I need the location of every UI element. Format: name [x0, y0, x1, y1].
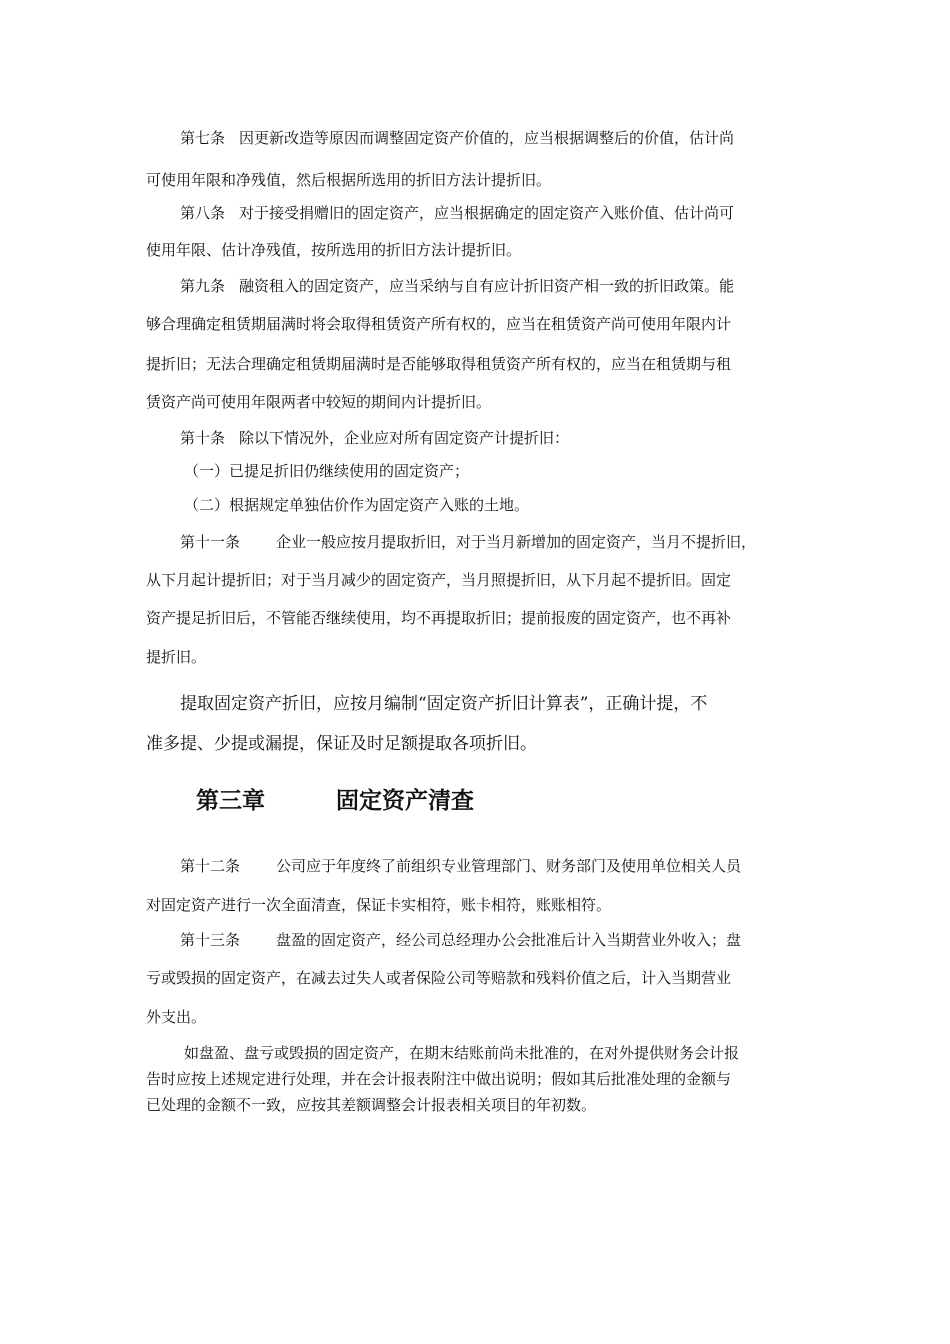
- article-13-line-1: [180, 930, 741, 950]
- article-9-line-4: 赁资产尚可使用年限两者中较短的期间内计提折旧。: [146, 393, 492, 411]
- article-text: 公司应于年度终了前组织专业管理部门、财务部门及使用单位相关人员: [276, 857, 742, 875]
- article-8-line-2: 使用年限、估计净残值，按所选用的折旧方法计提折旧。: [146, 241, 522, 259]
- chapter-heading: [196, 786, 474, 816]
- article-label: 第九条: [180, 277, 226, 295]
- article-10-item-1: （一）已提足折旧仍继续使用的固定资产；: [184, 462, 470, 480]
- article-12-line-2: 对固定资产进行一次全面清查，保证卡实相符，账卡相符，账账相符。: [146, 896, 612, 914]
- article-label: 第十三条: [180, 931, 241, 949]
- article-label: 第七条: [180, 129, 226, 147]
- article-text: 对于接受捐赠旧的固定资产，应当根据确定的固定资产入账价值、估计尚可: [239, 204, 735, 222]
- article-text: 企业一般应按月提取折旧，对于当月新增加的固定资产，当月不提折旧，: [276, 533, 757, 551]
- article-8-line-1: [180, 203, 734, 223]
- article-11-line-4: 提折旧。: [146, 648, 207, 666]
- article-9-line-3: 提折旧；无法合理确定租赁期届满时是否能够取得租赁资产所有权的，应当在租赁期与租: [146, 355, 732, 373]
- article-text: 除以下情况外，企业应对所有固定资产计提折旧：: [239, 429, 570, 447]
- chapter-number: 第三章: [196, 788, 265, 814]
- article-label: 第十一条: [180, 533, 241, 551]
- article-13-line-3: 外支出。: [146, 1008, 207, 1026]
- article-9-line-1: [180, 276, 734, 296]
- article-13-line-2: 亏或毁损的固定资产，在减去过失人或者保险公司等赔款和残料价值之后，计入当期营业: [146, 969, 732, 987]
- article-text: 因更新改造等原因而调整固定资产价值的，应当根据调整后的价值，估计尚: [239, 129, 735, 147]
- final-note-line-2: 告时应按上述规定进行处理，并在会计报表附注中做出说明；假如其后批准处理的金额与: [146, 1070, 732, 1088]
- article-10-line-1: [180, 428, 569, 448]
- article-9-line-2: 够合理确定租赁期届满时将会取得租赁资产所有权的，应当在租赁资产尚可使用年限内计: [146, 315, 732, 333]
- article-11-line-1: [180, 532, 756, 552]
- final-note-line-3: 已处理的金额不一致，应按其差额调整会计报表相关项目的年初数。: [146, 1096, 597, 1114]
- article-12-line-1: [180, 856, 741, 876]
- article-label: 第八条: [180, 204, 226, 222]
- final-note-line-1: 如盘盈、盘亏或毁损的固定资产，在期末结账前尚未批准的，在对外提供财务会计报: [184, 1044, 740, 1062]
- article-7-line-1: [180, 128, 734, 148]
- article-11-line-3: 资产提足折旧后，不管能否继续使用，均不再提取折旧；提前报废的固定资产，也不再补: [146, 609, 732, 627]
- chapter-title: 固定资产清查: [336, 788, 474, 814]
- article-label: 第十二条: [180, 857, 241, 875]
- depreciation-note-line-1: 提取固定资产折旧，应按月编制“固定资产折旧计算表”，正确计提，不: [180, 694, 708, 714]
- article-label: 第十条: [180, 429, 226, 447]
- article-10-item-2: （二）根据规定单独估价作为固定资产入账的土地。: [184, 496, 530, 514]
- depreciation-note-line-2: 准多提、少提或漏提，保证及时足额提取各项折旧。: [146, 734, 537, 754]
- article-text: 盘盈的固定资产，经公司总经理办公会批准后计入当期营业外收入；盘: [276, 931, 742, 949]
- article-11-line-2: 从下月起计提折旧；对于当月减少的固定资产，当月照提折旧，从下月起不提折旧。固定: [146, 571, 732, 589]
- article-text: 融资租入的固定资产，应当采纳与自有应计折旧资产相一致的折旧政策。能: [239, 277, 735, 295]
- article-7-line-2: 可使用年限和净残值，然后根据所选用的折旧方法计提折旧。: [146, 171, 552, 189]
